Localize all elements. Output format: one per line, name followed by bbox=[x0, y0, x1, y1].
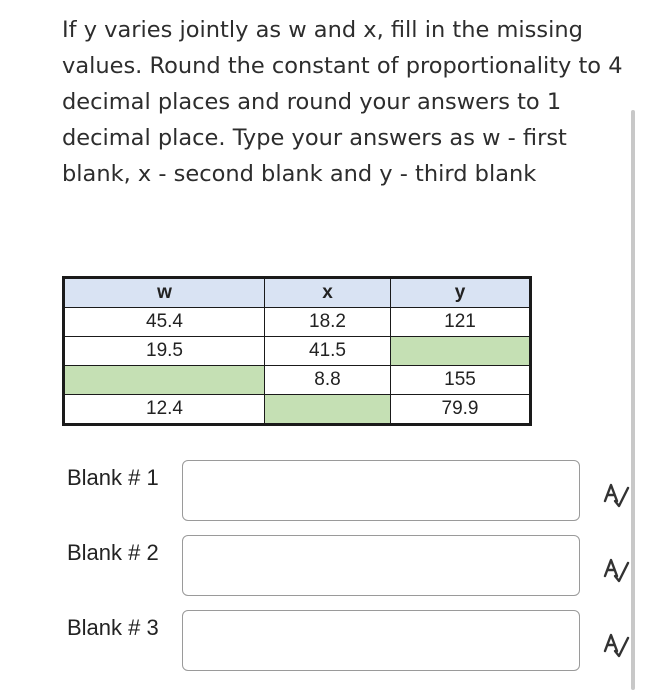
cell-x: 41.5 bbox=[265, 337, 391, 366]
header-w: w bbox=[64, 278, 265, 308]
scrollbar[interactable] bbox=[631, 110, 635, 690]
blank-3-label: Blank # 3 bbox=[67, 615, 159, 640]
cell-y: 121 bbox=[391, 308, 531, 337]
blank-1-input[interactable] bbox=[182, 460, 580, 521]
cell-x: 8.8 bbox=[265, 366, 391, 395]
missing-cell-y bbox=[391, 337, 531, 366]
cell-w: 12.4 bbox=[64, 395, 265, 425]
header-y: y bbox=[391, 278, 531, 308]
spellcheck-icon[interactable] bbox=[601, 631, 631, 659]
cell-w: 45.4 bbox=[64, 308, 265, 337]
cell-y: 79.9 bbox=[391, 395, 531, 425]
spellcheck-icon[interactable] bbox=[601, 556, 631, 584]
table-header-row bbox=[64, 278, 531, 308]
table-row bbox=[64, 337, 531, 366]
table-row bbox=[64, 395, 531, 425]
cell-y: 155 bbox=[391, 366, 531, 395]
values-table bbox=[62, 276, 532, 426]
missing-cell-x bbox=[265, 395, 391, 425]
table-row bbox=[64, 366, 531, 395]
blank-2-input[interactable] bbox=[182, 535, 580, 596]
blank-3-input[interactable] bbox=[182, 610, 580, 671]
table-row bbox=[64, 308, 531, 337]
cell-x: 18.2 bbox=[265, 308, 391, 337]
question-text: If y varies jointly as w and x, fill in the missing values. Round the constant of proportionality to 4 decimal places and round your answers to 1 decimal place. Type your answers as w - first blank, x - second blank and y - third blank bbox=[62, 17, 623, 187]
blank-2-label: Blank # 2 bbox=[67, 540, 159, 565]
blank-1-label: Blank # 1 bbox=[67, 465, 159, 490]
missing-cell-w bbox=[64, 366, 265, 395]
cell-w: 19.5 bbox=[64, 337, 265, 366]
spellcheck-icon[interactable] bbox=[601, 481, 631, 509]
header-x: x bbox=[265, 278, 391, 308]
